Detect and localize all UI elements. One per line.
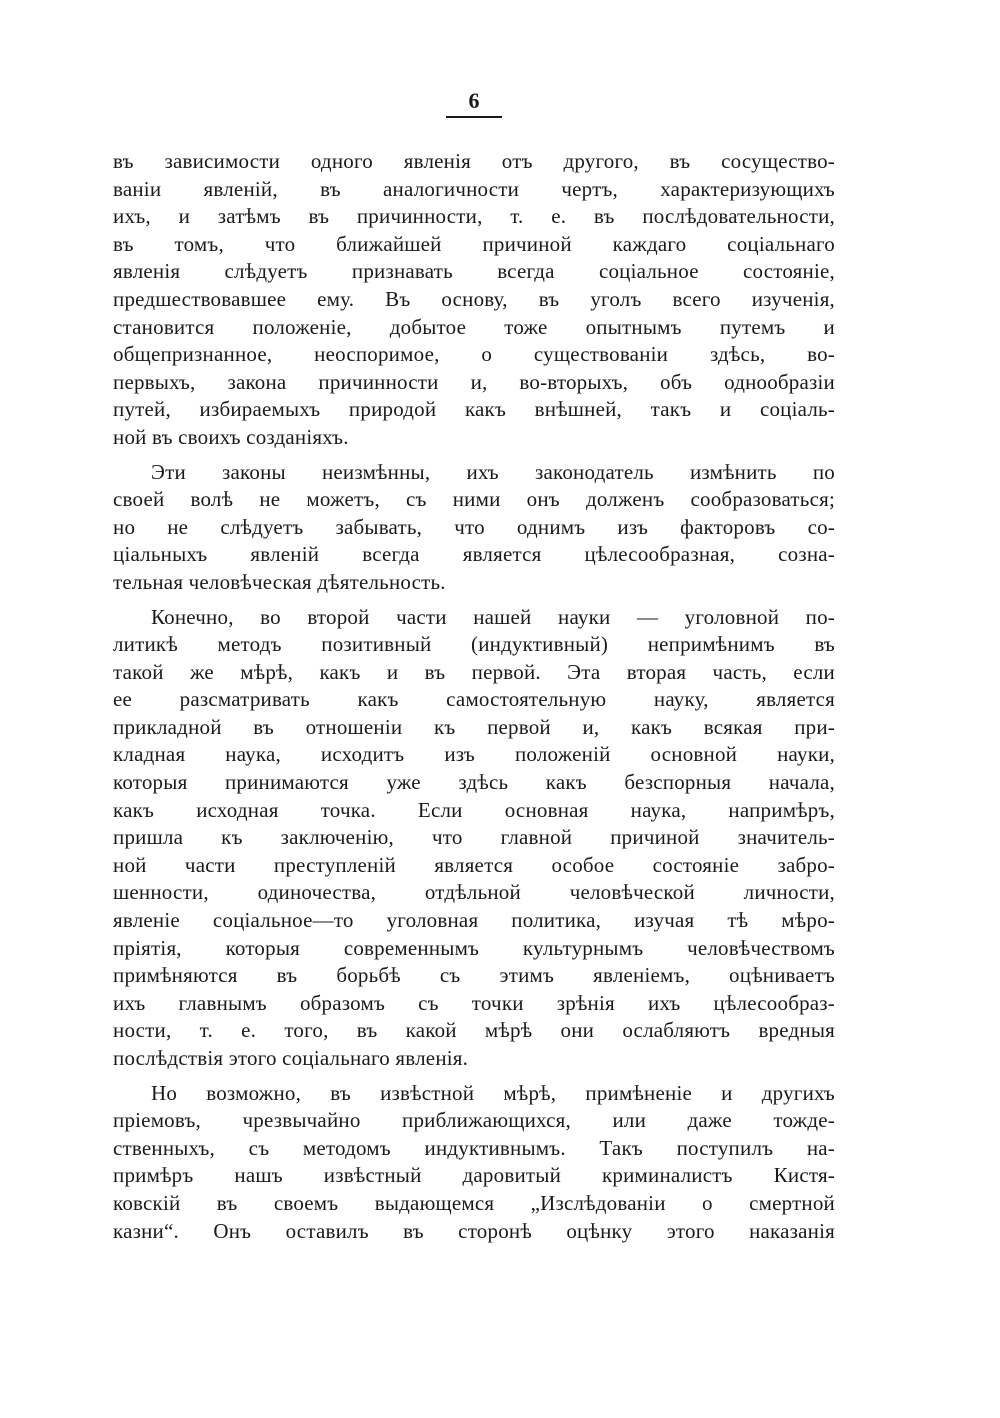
paragraph bbox=[113, 148, 835, 452]
text-line: предшествовавшее ему. Въ основу, въ уголъ всего изученія, bbox=[113, 286, 835, 311]
page-number-rule bbox=[446, 116, 502, 118]
text-line: первыхъ, закона причинности и, во-вторыхъ, объ однообразіи bbox=[113, 369, 835, 394]
text-line: въ томъ, что ближайшей причиной каждаго соціальнаго bbox=[113, 231, 835, 256]
text-line: шенности, одиночества, отдѣльной человѣческой личности, bbox=[113, 880, 835, 905]
text-line: становится положеніе, добытое тоже опытнымъ путемъ и bbox=[113, 314, 835, 339]
text-line: примѣръ нашъ извѣстный даровитый криминалистъ Кистя- bbox=[113, 1163, 835, 1188]
text-line: такой же мѣрѣ, какъ и въ первой. Эта вторая часть, если bbox=[113, 659, 835, 684]
text-line: но не слѣдуетъ забывать, что однимъ изъ факторовъ со- bbox=[113, 514, 835, 539]
text-line: послѣдствія этого соціальнаго явленія. bbox=[113, 1046, 469, 1070]
text-line: явленіе соціальное—то уголовная политика, изучая тѣ мѣро- bbox=[113, 908, 835, 933]
text-line: ности, т. е. того, въ какой мѣрѣ они ослабляютъ вредныя bbox=[113, 1018, 835, 1043]
text-line: ственныхъ, съ методомъ индуктивнымъ. Такъ поступилъ на- bbox=[113, 1135, 835, 1160]
paragraph bbox=[113, 1080, 835, 1246]
paragraph bbox=[113, 459, 835, 597]
text-line: какъ исходная точка. Если основная наука, напримѣръ, bbox=[113, 797, 835, 822]
paragraph bbox=[113, 604, 835, 1073]
text-line: пріятія, которыя современнымъ культурнымъ человѣчествомъ bbox=[113, 935, 835, 960]
text-line: прикладной въ отношеніи къ первой и, какъ всякая при- bbox=[113, 714, 835, 739]
text-line: ихъ, и затѣмъ въ причинности, т. е. въ послѣдовательности, bbox=[113, 204, 835, 229]
text-line: пришла къ заключенію, что главной причиной значитель- bbox=[113, 825, 835, 850]
page-number: 6 bbox=[468, 88, 480, 113]
text-line: въ зависимости одного явленія отъ другого, въ сосущество- bbox=[113, 149, 835, 173]
text-line: ее разсматривать какъ самостоятельную науку, является bbox=[113, 687, 835, 712]
text-line: примѣняются въ борьбѣ съ этимъ явленіемъ, оцѣниваетъ bbox=[113, 963, 835, 988]
text-line: которыя принимаются уже здѣсь какъ безспорныя начала, bbox=[113, 770, 835, 795]
text-line: казни“. Онъ оставилъ въ сторонѣ оцѣнку этого наказанія bbox=[113, 1218, 835, 1243]
text-line: ваніи явленій, въ аналогичности чертъ, характеризующихъ bbox=[113, 176, 835, 201]
text-line: ихъ главнымъ образомъ съ точки зрѣнія ихъ цѣлесообраз- bbox=[113, 990, 835, 1015]
text-line: ковскій въ своемъ выдающемся „Изслѣдованіи о смертной bbox=[113, 1190, 835, 1215]
text-line: своей волѣ не можетъ, съ ними онъ долженъ сообразоваться; bbox=[113, 487, 835, 512]
text-line: литикѣ методъ позитивный (индуктивный) непримѣнимъ въ bbox=[113, 632, 835, 657]
text-line: путей, избираемыхъ природой какъ внѣшней, такъ и соціаль- bbox=[113, 397, 835, 422]
text-line: Но возможно, въ извѣстной мѣрѣ, примѣненіе и другихъ bbox=[151, 1080, 835, 1105]
text-line: ной части преступленій является особое состояніе забро- bbox=[113, 852, 835, 877]
text-line: пріемовъ, чрезвычайно приближающихся, или даже тожде- bbox=[113, 1108, 835, 1133]
text-line: ціальныхъ явленій всегда является цѣлесообразная, созна- bbox=[113, 542, 835, 567]
text-line: явленія слѣдуетъ признавать всегда соціальное состояніе, bbox=[113, 259, 835, 284]
body-text bbox=[113, 148, 835, 1245]
text-line: тельная человѣческая дѣятельность. bbox=[113, 569, 446, 594]
text-line: Эти законы неизмѣнны, ихъ законодатель измѣнить по bbox=[151, 459, 835, 484]
text-line: ной въ своихъ созданіяхъ. bbox=[113, 424, 349, 449]
text-line: кладная наука, исходитъ изъ положеній основной науки, bbox=[113, 742, 835, 767]
text-line: Конечно, во второй части нашей науки — уголовной по- bbox=[151, 604, 835, 629]
text-line: общепризнанное, неоспоримое, о существованіи здѣсь, во- bbox=[113, 342, 835, 367]
